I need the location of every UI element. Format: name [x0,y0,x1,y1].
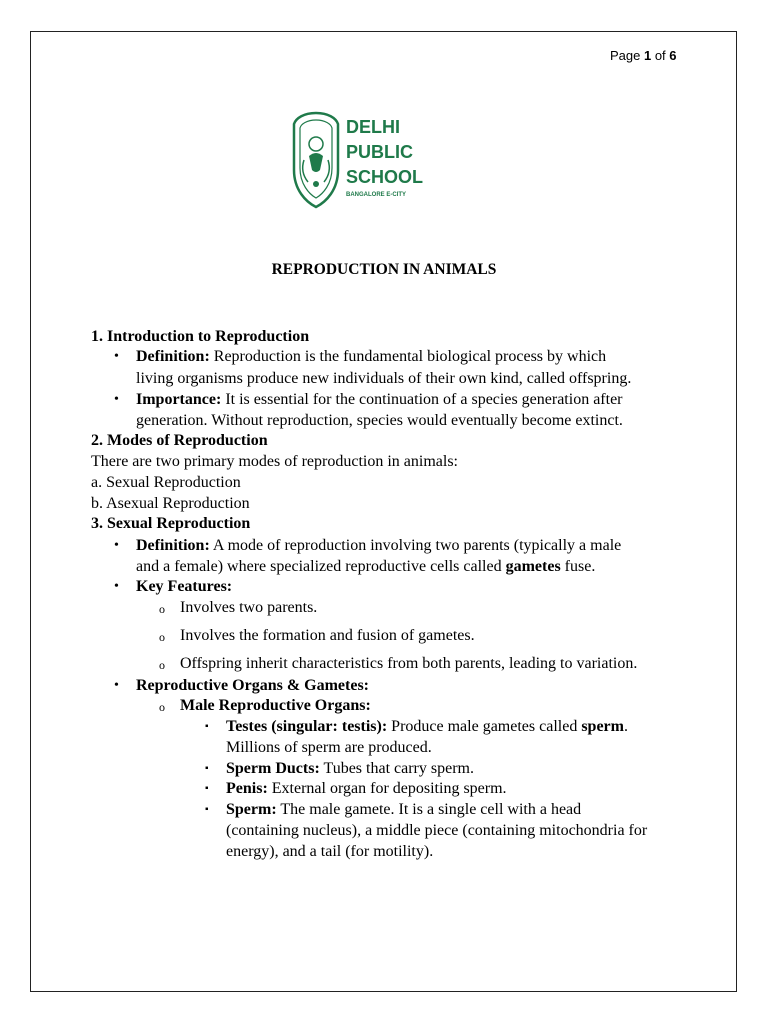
list-item-continuation: Millions of sperm are produced. [226,739,432,756]
circle-bullet-icon: o [159,658,165,672]
paragraph: There are two primary modes of reproduction in animals: [91,453,458,470]
sub-sub-list-item: Sperm: The male gamete. It is a single cell with a head [226,801,582,818]
section-heading: 1. Introduction to Reproduction [91,328,310,345]
list-item: a. Sexual Reproduction [91,474,241,491]
list-item-continuation: energy), and a tail (for motility). [226,843,434,860]
list-item: Reproductive Organs & Gametes: [136,677,369,694]
list-item: Key Features: [136,578,233,595]
school-logo [290,110,424,210]
square-bullet-icon: ▪ [205,763,209,774]
list-item: Definition: Reproduction is the fundamental biological process by which [136,348,607,365]
sub-list-item: Male Reproductive Organs: [180,697,371,714]
document-title: REPRODUCTION IN ANIMALS [271,261,497,278]
sub-sub-list-item: Penis: External organ for depositing sperm. [226,780,507,797]
list-item-continuation: and a female) where specialized reproductive cells called gametes fuse. [136,558,596,575]
circle-bullet-icon: o [159,700,165,714]
logo-text-line: SCHOOL [346,167,424,187]
page-number: Page 1 of 6 [610,48,677,63]
logo-text-line: PUBLIC [346,142,413,162]
logo-text-line: DELHI [346,117,400,137]
sub-list-item: Involves the formation and fusion of gametes. [180,627,475,644]
square-bullet-icon: ▪ [205,804,209,815]
circle-bullet-icon: o [159,630,165,644]
list-item: b. Asexual Reproduction [91,495,250,512]
sub-sub-list-item: Testes (singular: testis): Produce male gametes called sperm. [226,718,628,735]
logo-subline: BANGALORE E-CITY [346,192,406,198]
bullet-icon: • [114,392,119,407]
sub-list-item: Involves two parents. [180,599,318,616]
bullet-icon: • [114,678,119,693]
section-heading: 2. Modes of Reproduction [91,432,268,449]
list-item: Importance: It is essential for the continuation of a species generation after [136,391,623,408]
list-item: Definition: A mode of reproduction involving two parents (typically a male [136,537,622,554]
circle-bullet-icon: o [159,602,165,616]
sub-list-item: Offspring inherit characteristics from both parents, leading to variation. [180,655,638,672]
bullet-icon: • [114,579,119,594]
square-bullet-icon: ▪ [205,783,209,794]
square-bullet-icon: ▪ [205,721,209,732]
section-heading: 3. Sexual Reproduction [91,515,251,532]
list-item-continuation: living organisms produce new individuals of their own kind, called offspring. [136,370,632,387]
bullet-icon: • [114,349,119,364]
sub-sub-list-item: Sperm Ducts: Tubes that carry sperm. [226,760,474,777]
bullet-icon: • [114,538,119,553]
list-item-continuation: generation. Without reproduction, species would eventually become extinct. [136,412,623,429]
school-crest-icon [290,110,342,210]
list-item-continuation: (containing nucleus), a middle piece (containing mitochondria for [226,822,648,839]
